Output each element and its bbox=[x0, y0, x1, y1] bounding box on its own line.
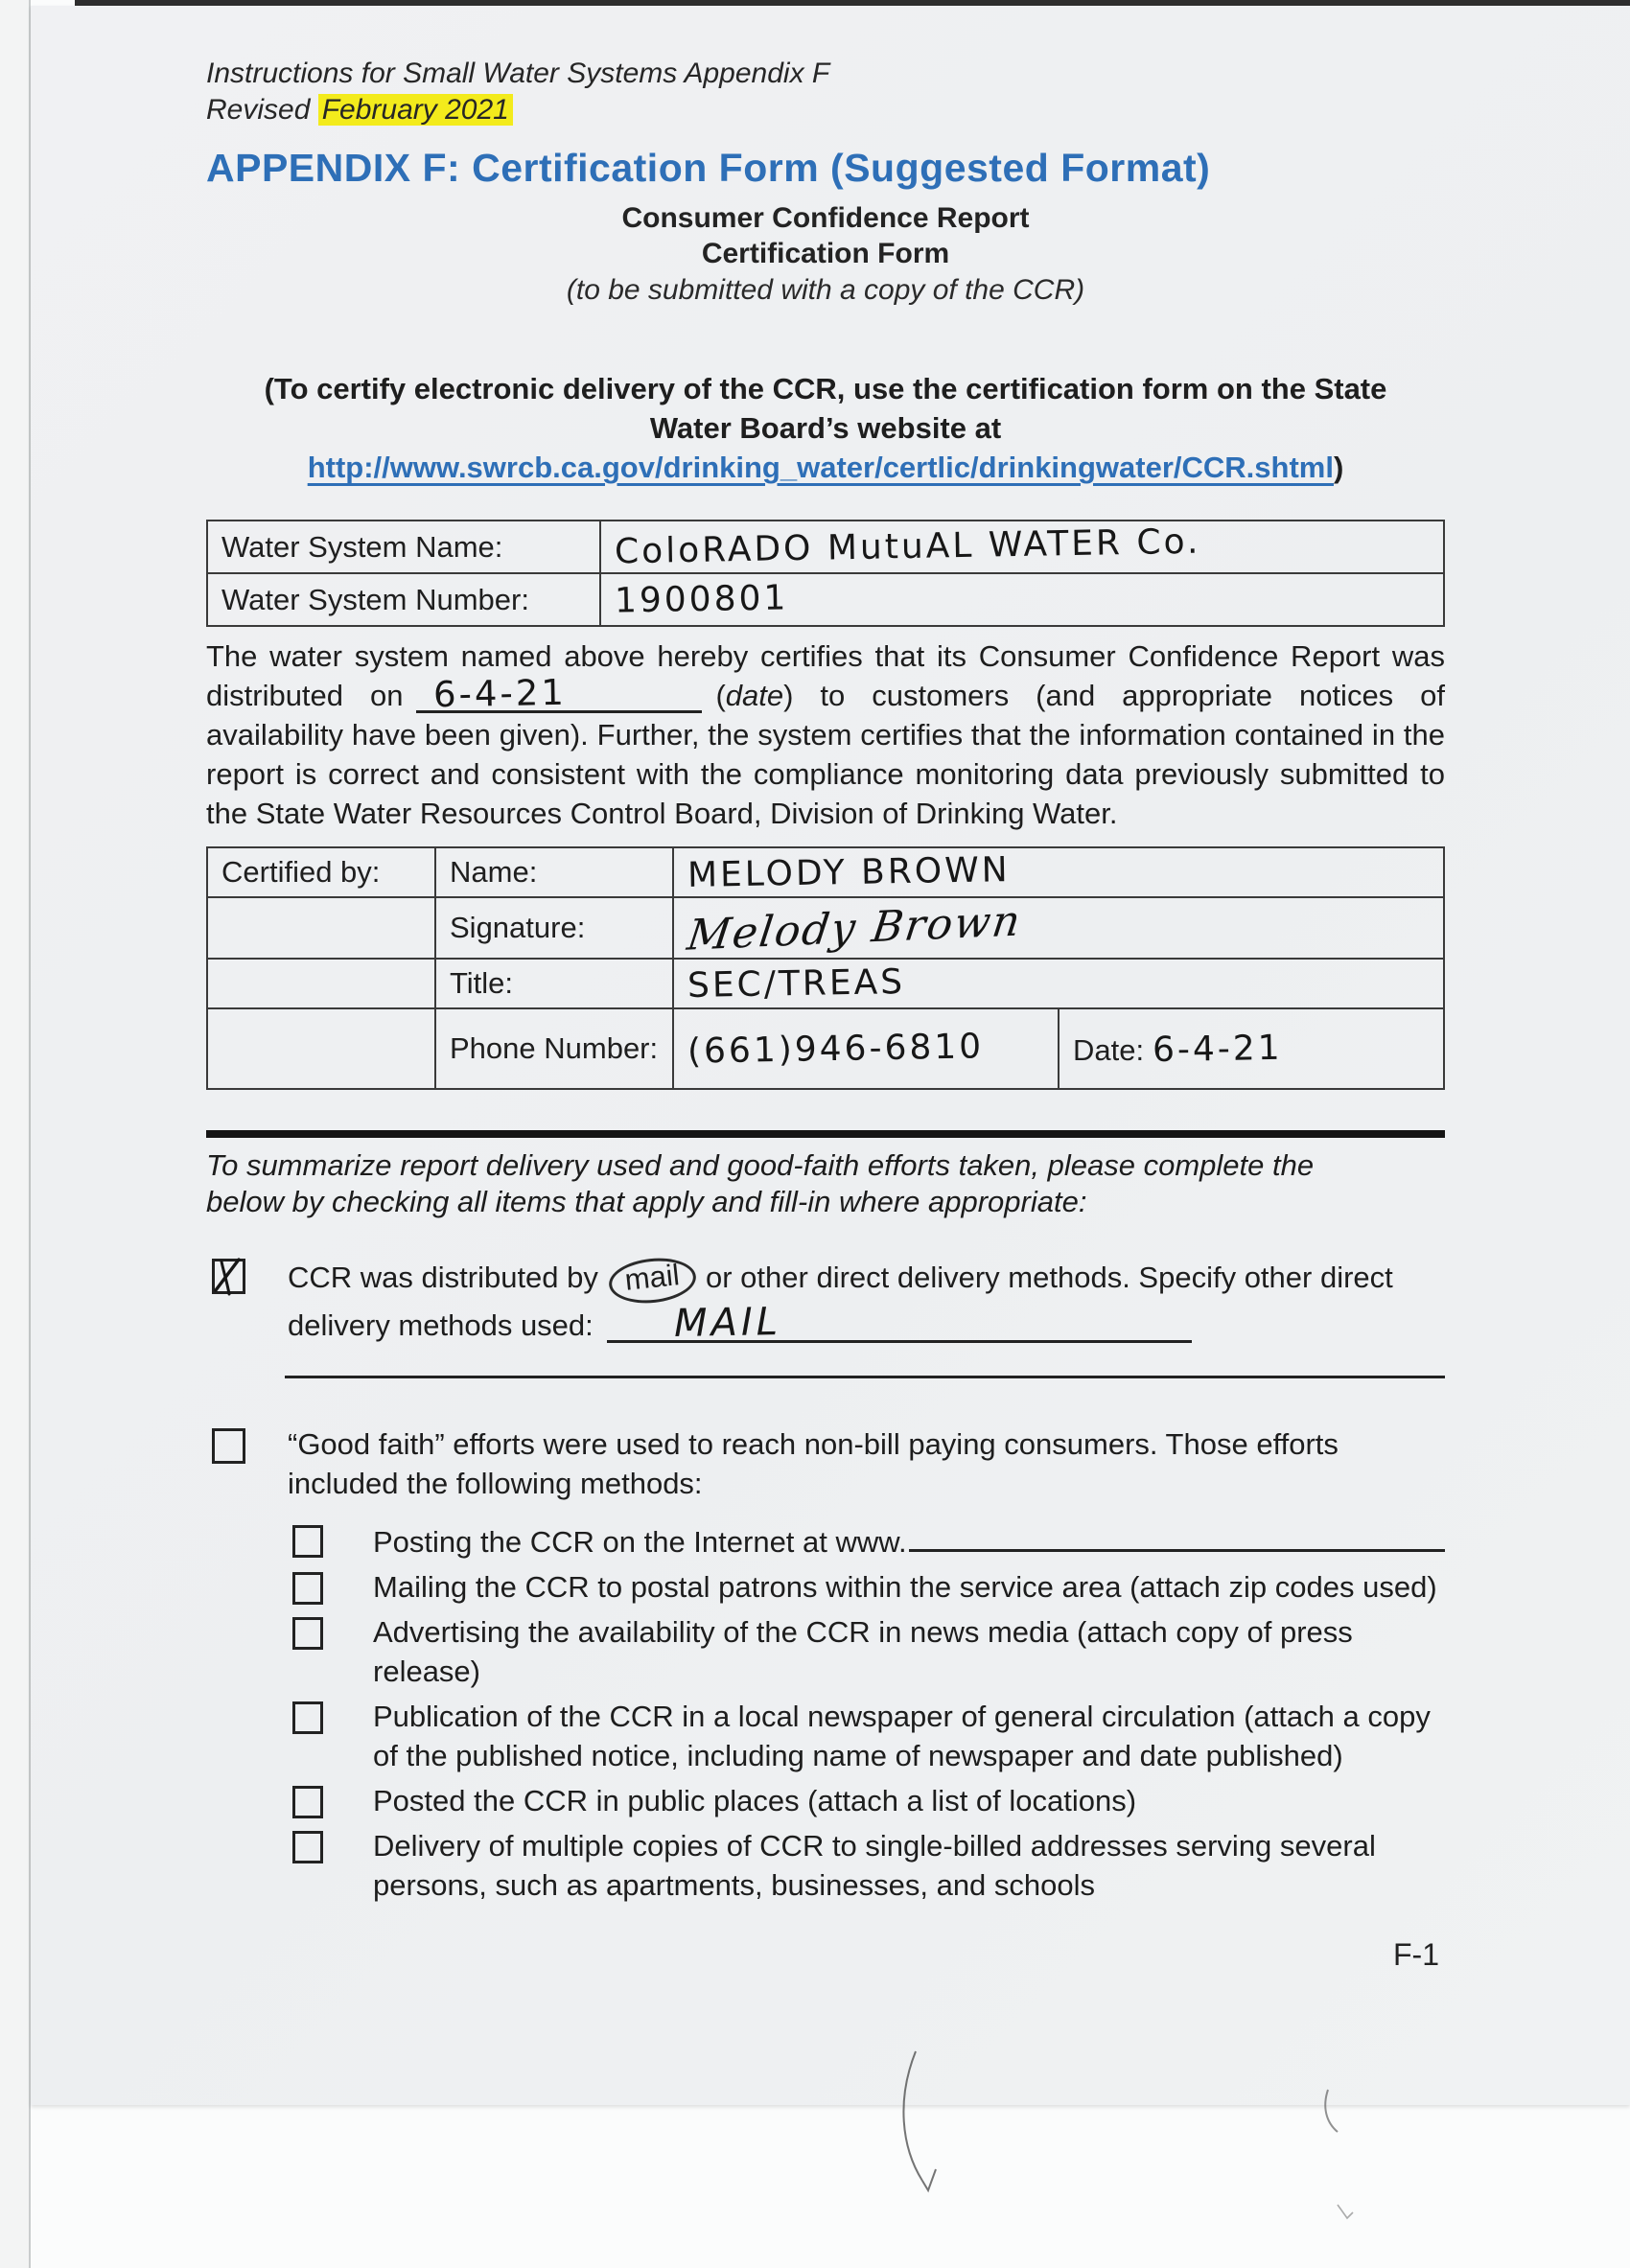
good-faith-methods-list bbox=[206, 1520, 1445, 1905]
section-divider bbox=[206, 1130, 1445, 1138]
phone-label: Phone Number: bbox=[435, 1008, 673, 1089]
list-item-advertising-news bbox=[287, 1612, 1445, 1691]
highlighted-revision-date: February 2021 bbox=[318, 94, 513, 126]
summary-instructions: To summarize report delivery used and good-faith efforts taken, please complete the below by checking all items that apply and fill-in where appropriate: bbox=[206, 1148, 1315, 1218]
blank-fill-line bbox=[285, 1374, 1445, 1378]
name-value bbox=[673, 847, 1444, 897]
header-line-1: Instructions for Small Water Systems Appendix F bbox=[206, 58, 830, 89]
water-system-name-value bbox=[600, 521, 1444, 573]
subtitle-note: (to be submitted with a copy of the CCR) bbox=[566, 274, 1085, 306]
notice-line-1: (To certify electronic delivery of the CCR, use the certification form on the State bbox=[264, 372, 1387, 405]
handwritten-system-number: 1900801 bbox=[614, 578, 789, 621]
certified-by-label: Certified by: bbox=[207, 847, 435, 897]
handwritten-mail: MAIL bbox=[673, 1300, 782, 1346]
mailing-postal-text: Mailing the CCR to postal patrons within the service area (attach zip codes used) bbox=[373, 1570, 1437, 1604]
posted-public-places-checkbox[interactable] bbox=[292, 1786, 323, 1818]
good-faith-checkbox[interactable] bbox=[212, 1428, 245, 1464]
checklist-item-good-faith bbox=[206, 1424, 1445, 1503]
mail-delivery-text: CCR was distributed by mail or other direct delivery methods. Specify other direct delivery methods used: MAIL bbox=[288, 1255, 1445, 1349]
page-number: F-1 bbox=[1393, 1937, 1439, 1972]
notice-url-line bbox=[206, 448, 1445, 487]
header-line-2: Revised February 2021 bbox=[206, 92, 1445, 128]
newspaper-publication-text: Publication of the CCR in a local newspaper of general circulation (attach a copy of the published notice, including name of newspaper and date published) bbox=[373, 1700, 1431, 1772]
phone-value bbox=[673, 1008, 1059, 1089]
handwritten-date: 6-4-21 bbox=[1152, 1028, 1283, 1070]
advertising-news-text: Advertising the availability of the CCR in news media (attach copy of press release) bbox=[373, 1615, 1353, 1688]
table-row bbox=[207, 959, 1444, 1008]
distribution-date-line bbox=[416, 671, 702, 716]
posted-public-places-text: Posted the CCR in public places (attach a list of locations) bbox=[373, 1784, 1137, 1817]
ccr-certification-link[interactable]: http://www.swrcb.ca.gov/drinking_water/certlic/drinkingwater/CCR.shtml bbox=[307, 451, 1334, 484]
advertising-news-checkbox[interactable] bbox=[292, 1617, 323, 1650]
table-row bbox=[207, 1008, 1444, 1089]
list-item-posting-internet bbox=[287, 1520, 1445, 1562]
table-row bbox=[207, 847, 1444, 897]
page-title: APPENDIX F: Certification Form (Suggested Format) bbox=[206, 146, 1211, 190]
certified-by-table bbox=[206, 846, 1445, 1090]
water-system-number-label: Water System Number: bbox=[207, 573, 600, 626]
website-fill-line bbox=[909, 1520, 1445, 1552]
name-label: Name: bbox=[435, 847, 673, 897]
signature-label: Signature: bbox=[435, 897, 673, 959]
table-row bbox=[207, 573, 1444, 626]
notice-close-paren: ) bbox=[1333, 451, 1344, 484]
checklist-item-mail-delivery bbox=[206, 1255, 1445, 1349]
posting-internet-text: Posting the CCR on the Internet at www. bbox=[373, 1525, 907, 1559]
paper-page bbox=[31, 6, 1630, 2105]
scanner-margin-strip bbox=[0, 0, 31, 2268]
water-system-number-value bbox=[600, 573, 1444, 626]
document-header bbox=[206, 56, 1445, 128]
mailing-postal-checkbox[interactable] bbox=[292, 1572, 323, 1605]
list-item-mailing-postal bbox=[287, 1567, 1445, 1607]
water-system-name-label: Water System Name: bbox=[207, 521, 600, 573]
date-label: Date: bbox=[1073, 1032, 1145, 1067]
signature-value bbox=[673, 897, 1444, 959]
handwritten-signature: Melody Brown bbox=[684, 895, 1025, 960]
newspaper-publication-checkbox[interactable] bbox=[292, 1701, 323, 1734]
list-item-posted-public-places bbox=[287, 1781, 1445, 1820]
water-system-table bbox=[206, 520, 1445, 627]
table-row bbox=[207, 521, 1444, 573]
multiple-copies-text: Delivery of multiple copies of CCR to single-billed addresses serving several persons, such as apartments, businesses, and schools bbox=[373, 1829, 1376, 1902]
mail-delivery-checkbox[interactable] bbox=[212, 1259, 245, 1294]
handwritten-name: MELODY BROWN bbox=[687, 849, 1012, 895]
multiple-copies-checkbox[interactable] bbox=[292, 1831, 323, 1863]
electronic-delivery-notice bbox=[206, 369, 1445, 487]
handwritten-distribution-date: 6-4-21 bbox=[433, 671, 568, 716]
date-word: date bbox=[725, 679, 784, 712]
list-item-multiple-copies bbox=[287, 1826, 1445, 1905]
title-label: Title: bbox=[435, 959, 673, 1008]
good-faith-text: “Good faith” efforts were used to reach non-bill paying consumers. Those efforts included the following methods: bbox=[288, 1427, 1339, 1500]
handwritten-system-name: ColoRADO MutuAL WATER Co. bbox=[614, 521, 1201, 572]
other-methods-fill-line bbox=[607, 1300, 1192, 1346]
circled-word-mail: mail bbox=[606, 1254, 697, 1307]
title-value bbox=[673, 959, 1444, 1008]
x-mark-icon bbox=[210, 1256, 248, 1298]
subtitle-report: Consumer Confidence Report bbox=[621, 202, 1030, 234]
subtitle-form: Certification Form bbox=[701, 238, 950, 269]
handwritten-title: SEC/TREAS bbox=[687, 961, 906, 1006]
table-row bbox=[207, 897, 1444, 959]
handwritten-phone: (661)946-6810 bbox=[687, 1026, 985, 1072]
list-item-newspaper-publication bbox=[287, 1697, 1445, 1775]
certification-paragraph: The water system named above hereby certifies that its Consumer Confidence Report was distributed on 6-4-21 (date) to customers (and appropriate notices of availability have been given). Further, the system certifies that the information contained in the report is correct and consistent with the compliance monitoring data previously submitted to the State Water Resources Control Board, Division of Drinking Water. bbox=[206, 639, 1445, 830]
posting-internet-checkbox[interactable] bbox=[292, 1525, 323, 1558]
notice-line-2: Water Board’s website at bbox=[649, 411, 1002, 445]
date-cell bbox=[1059, 1008, 1444, 1089]
